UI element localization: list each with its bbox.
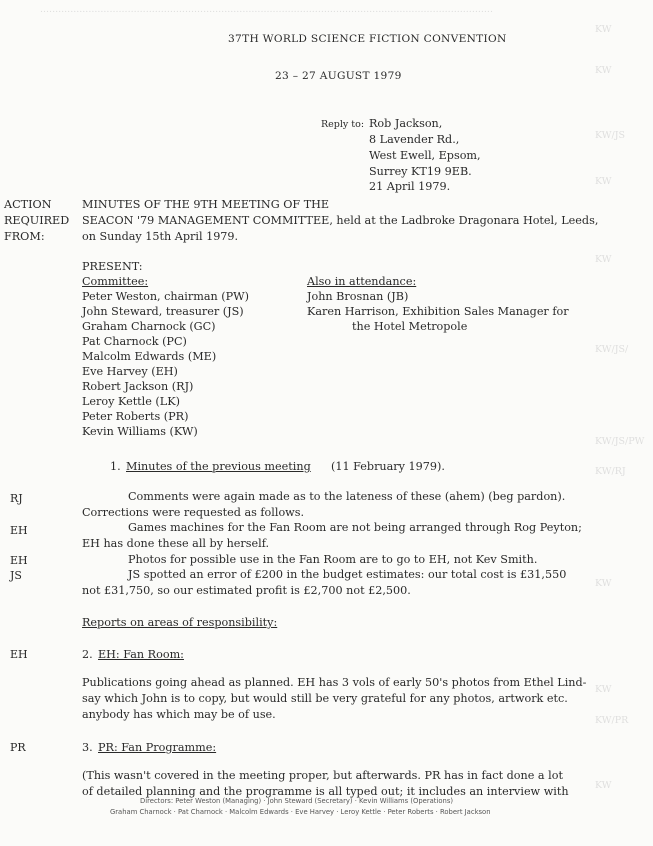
minutes-text: JS spotted an error of £200 in the budget estimates: our total cost is £31,550 — [128, 568, 567, 581]
section3-heading: PR: Fan Programme: — [98, 741, 217, 754]
reply-name: Rob Jackson, — [369, 117, 443, 130]
action-code: PR — [10, 741, 26, 754]
committee-member: Peter Roberts (PR) — [82, 410, 189, 423]
action-code: EH — [10, 524, 28, 537]
action-code: EH — [10, 554, 28, 567]
section1-number: 1. — [110, 460, 121, 473]
committee-member: Malcolm Edwards (ME) — [82, 350, 217, 363]
attendee: the Hotel Metropole — [352, 320, 468, 333]
minutes-text: Games machines for the Fan Room are not being arranged through Rog Peyton; — [128, 521, 582, 534]
present-label: PRESENT: — [82, 260, 143, 273]
attendee: Karen Harrison, Exhibition Sales Manager for — [307, 305, 569, 318]
action-code: EH — [10, 648, 28, 661]
minutes-text: Photos for possible use in the Fan Room are to go to EH, not Kev Smith. — [128, 553, 538, 566]
section2-heading: EH: Fan Room: — [98, 648, 184, 661]
minutes-text: EH has done these all by herself. — [82, 537, 270, 550]
reply-date: 21 April 1979. — [369, 180, 451, 193]
convention-title: 37TH WORLD SCIENCE FICTION CONVENTION — [228, 33, 507, 45]
footer-directors: Directors: Peter Weston (Managing) · John Steward (Secretary) · Kevin Williams (Operations) — [140, 797, 454, 805]
reply-label: Reply to: — [321, 119, 365, 130]
from-label: FROM: — [4, 230, 45, 243]
committee-member: Eve Harvey (EH) — [82, 365, 178, 378]
section2-number: 2. — [82, 648, 93, 661]
section1-heading: Minutes of the previous meeting — [126, 460, 311, 473]
footer-committee: Graham Charnock · Pat Charnock · Malcolm Edwards · Eve Harvey · Leroy Kettle · Peter Roberts · Robert Jackson — [110, 808, 491, 816]
section1-date: (11 February 1979). — [331, 460, 445, 473]
committee-label: Committee: — [82, 275, 149, 288]
reply-address-1: 8 Lavender Rd., — [369, 133, 460, 146]
attendance-label: Also in attendance: — [307, 275, 417, 288]
minutes-text: not £31,750, so our estimated profit is £2,700 not £2,500. — [82, 584, 411, 597]
section3-number: 3. — [82, 741, 93, 754]
required-label: REQUIRED — [4, 214, 70, 227]
committee-member: Robert Jackson (RJ) — [82, 380, 194, 393]
minutes-text: (This wasn't covered in the meeting proper, but afterwards. PR has in fact done a lot — [82, 769, 563, 782]
reply-address-2: West Ewell, Epsom, — [369, 149, 481, 162]
minutes-title-1: MINUTES OF THE 9TH MEETING OF THE — [82, 198, 330, 211]
minutes-text: anybody has which may be of use. — [82, 708, 276, 721]
convention-dates: 23 – 27 AUGUST 1979 — [275, 70, 402, 82]
action-code: JS — [10, 569, 22, 582]
minutes-title-3: on Sunday 15th April 1979. — [82, 230, 239, 243]
minutes-text: of detailed planning and the programme is all typed out; it includes an interview with — [82, 785, 569, 798]
committee-member: John Steward, treasurer (JS) — [82, 305, 244, 318]
reports-heading: Reports on areas of responsibility: — [82, 616, 278, 629]
reply-address-3: Surrey KT19 9EB. — [369, 165, 472, 178]
minutes-text: Comments were again made as to the lateness of these (ahem) (beg pardon). — [128, 490, 566, 503]
action-label: ACTION — [4, 198, 52, 211]
committee-member: Graham Charnock (GC) — [82, 320, 216, 333]
committee-member: Peter Weston, chairman (PW) — [82, 290, 250, 303]
action-code: RJ — [10, 492, 23, 505]
committee-member: Leroy Kettle (LK) — [82, 395, 180, 408]
minutes-title-2: SEACON '79 MANAGEMENT COMMITTEE, held at the Ladbroke Dragonara Hotel, Leeds, — [82, 214, 599, 227]
committee-member: Pat Charnock (PC) — [82, 335, 187, 348]
attendee: John Brosnan (JB) — [307, 290, 409, 303]
minutes-text: say which John is to copy, but would still be very grateful for any photos, artwork etc. — [82, 692, 568, 705]
minutes-text: Corrections were requested as follows. — [82, 506, 305, 519]
minutes-text: Publications going ahead as planned. EH has 3 vols of early 50's photos from Ethel Lind- — [82, 676, 587, 689]
committee-member: Kevin Williams (KW) — [82, 425, 198, 438]
